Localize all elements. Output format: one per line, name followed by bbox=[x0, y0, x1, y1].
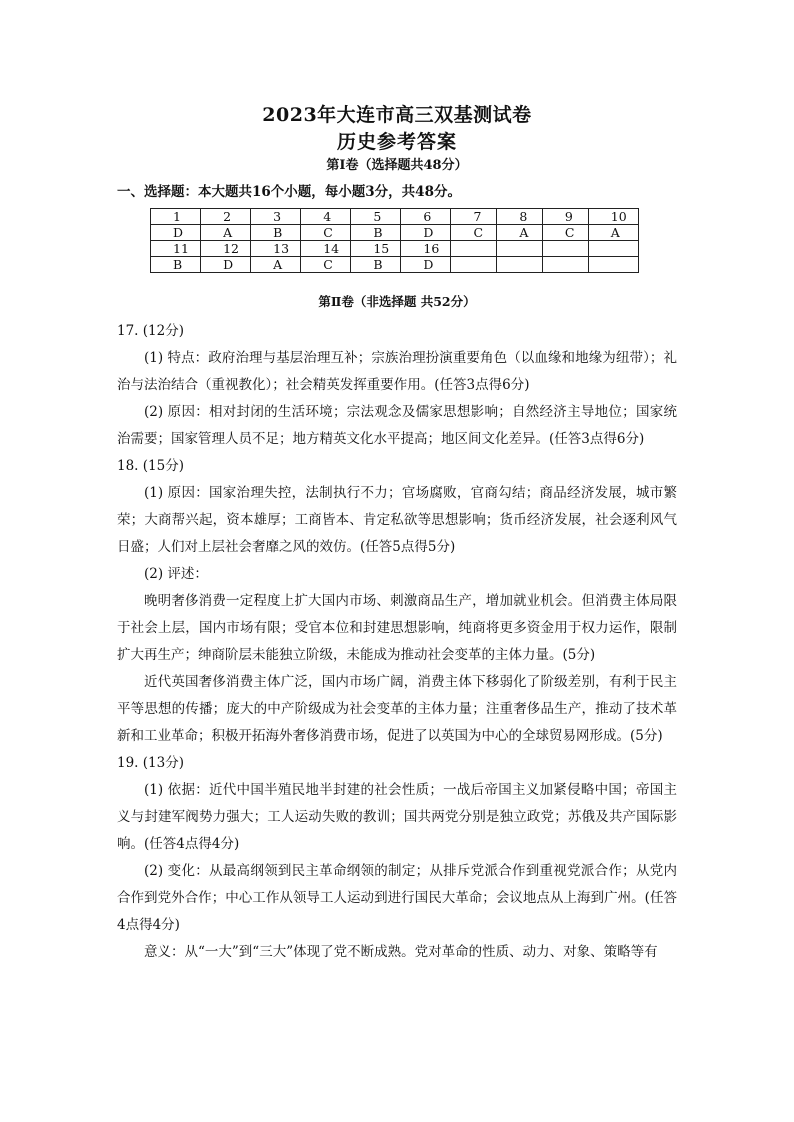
answer-cell: A bbox=[588, 225, 638, 241]
answer-key-table bbox=[150, 208, 639, 273]
answer-cell bbox=[588, 257, 638, 273]
answer-cell: 5 bbox=[351, 209, 401, 225]
q19-significance: 意义：从“一大”到“三大”体现了党不断成熟。党对革命的性质、动力、对象、策略等有 bbox=[144, 944, 658, 960]
answer-cell: 10 bbox=[588, 209, 638, 225]
q18-britain-paragraph: 近代英国奢侈消费主体广泛，国内市场广阔，消费主体下移弱化了阶级差别，有利于民主平等思想的传播；庞大的中产阶级成为社会变革的主体力量；注重奢侈品生产，推动了技术革新和工业革命；积极开拓海外奢侈消费市场，促进了以英国为中心的全球贸易网形成。(5分) bbox=[117, 674, 677, 744]
answer-cell bbox=[497, 257, 543, 273]
answer-cell: D bbox=[201, 257, 251, 273]
answer-cell: 12 bbox=[201, 241, 251, 257]
answer-cell: B bbox=[151, 257, 201, 273]
q18-late-ming-paragraph: 晚明奢侈消费一定程度上扩大国内市场、刺激商品生产，增加就业机会。但消费主体局限于社会上层，国内市场有限；受官本位和封建思想影响，纯商将更多资金用于权力运作，限制扩大再生产；绅商阶层未能独立阶级，未能成为推动社会变革的主体力量。(5分) bbox=[117, 593, 677, 663]
exam-title: 2023年大连市高三双基测试卷 bbox=[262, 104, 532, 126]
answer-row bbox=[151, 209, 639, 225]
answer-row bbox=[151, 225, 639, 241]
answer-cell: D bbox=[401, 225, 451, 241]
answer-cell: A bbox=[497, 225, 543, 241]
answer-cell bbox=[497, 241, 543, 257]
q19-part1: (1) 依据：近代中国半殖民地半封建的社会性质；一战后帝国主义加紧侵略中国；帝国主义与封建军阀势力强大；工人运动失败的教训；国共两党分别是独立政党；苏俄及共产国际影响。(任答4点得4分) bbox=[117, 782, 677, 852]
answer-cell: C bbox=[301, 257, 351, 273]
answer-cell bbox=[451, 257, 497, 273]
part2-heading: 第Ⅱ卷（非选择题 共52分） bbox=[318, 294, 476, 309]
answer-cell bbox=[451, 241, 497, 257]
answer-content bbox=[117, 318, 677, 966]
answer-cell: 15 bbox=[351, 241, 401, 257]
answer-cell: C bbox=[542, 225, 588, 241]
answer-cell: 3 bbox=[251, 209, 301, 225]
exam-subtitle: 历史参考答案 bbox=[336, 131, 457, 153]
answer-cell: 14 bbox=[301, 241, 351, 257]
answer-row bbox=[151, 241, 639, 257]
q18-part2-label: (2) 评述： bbox=[144, 566, 208, 582]
answer-cell: C bbox=[301, 225, 351, 241]
answer-cell: 2 bbox=[201, 209, 251, 225]
answer-cell: 7 bbox=[451, 209, 497, 225]
answer-cell: B bbox=[351, 257, 401, 273]
answer-cell: A bbox=[251, 257, 301, 273]
q17-part2: (2) 原因：相对封闭的生活环境；宗法观念及儒家思想影响；自然经济主导地位；国家统治需要；国家管理人员不足；地方精英文化水平提高；地区间文化差异。(任答3点得6分) bbox=[117, 404, 677, 447]
q17-header: 17. (12分) bbox=[117, 323, 184, 339]
answer-cell: D bbox=[151, 225, 201, 241]
answer-cell: D bbox=[401, 257, 451, 273]
q19-part2: (2) 变化：从最高纲领到民主革命纲领的制定；从排斥党派合作到重视党派合作；从党内合作到党外合作；中心工作从领导工人运动到进行国民大革命；会议地点从上海到广州。(任答4点得4分) bbox=[117, 863, 677, 933]
q17-part1: (1) 特点：政府治理与基层治理互补；宗族治理扮演重要角色（以血缘和地缘为纽带）；礼治与法治结合（重视教化）；社会精英发挥重要作用。(任答3点得6分) bbox=[117, 350, 677, 393]
answer-cell: 4 bbox=[301, 209, 351, 225]
answer-cell: B bbox=[251, 225, 301, 241]
answer-cell: 16 bbox=[401, 241, 451, 257]
answer-cell: 13 bbox=[251, 241, 301, 257]
part1-heading: 第Ⅰ卷（选择题共48分） bbox=[326, 158, 468, 173]
answer-cell: 6 bbox=[401, 209, 451, 225]
answer-cell: 9 bbox=[542, 209, 588, 225]
answer-cell bbox=[542, 257, 588, 273]
q19-header: 19. (13分) bbox=[117, 755, 184, 771]
answer-cell bbox=[588, 241, 638, 257]
q18-part1: (1) 原因：国家治理失控，法制执行不力；官场腐败，官商勾结；商品经济发展，城市繁荣；大商帮兴起，资本雄厚；工商皆本、肯定私欲等思想影响；货币经济发展，社会逐利风气日盛；人们对上层社会奢靡之风的效仿。(任答5点得5分) bbox=[117, 485, 677, 555]
answer-cell: 8 bbox=[497, 209, 543, 225]
answer-cell: 11 bbox=[151, 241, 201, 257]
q18-header: 18. (15分) bbox=[117, 458, 184, 474]
answer-cell: A bbox=[201, 225, 251, 241]
answer-cell: B bbox=[351, 225, 401, 241]
section1-heading: 一、选择题：本大题共16个小题，每小题3分，共48分。 bbox=[117, 184, 461, 200]
answer-cell: C bbox=[451, 225, 497, 241]
answer-row bbox=[151, 257, 639, 273]
answer-cell: 1 bbox=[151, 209, 201, 225]
answer-cell bbox=[542, 241, 588, 257]
